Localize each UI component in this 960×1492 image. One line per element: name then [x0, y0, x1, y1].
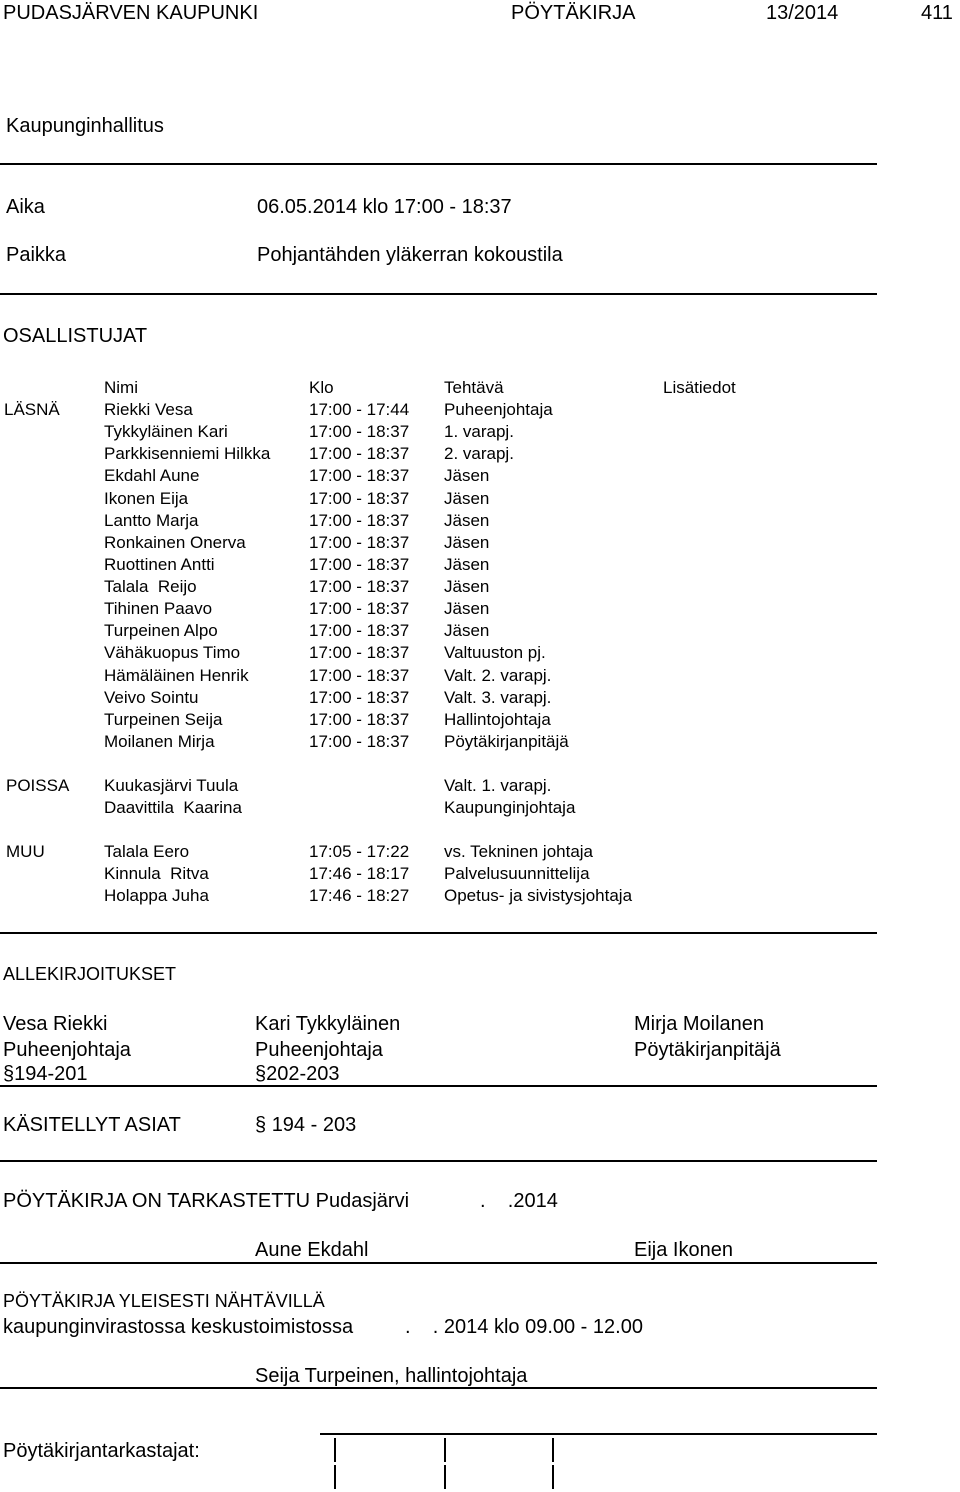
participant-role: vs. Tekninen johtaja — [444, 842, 594, 861]
signature-slot — [334, 1438, 336, 1462]
participant-name: Turpeinen Alpo — [104, 621, 218, 641]
participant-role: Jäsen — [444, 466, 490, 486]
participant-name: Hämäläinen Henrik — [104, 665, 249, 685]
checker-name: Eija Ikonen — [634, 1239, 733, 1261]
participant-time: 17:00 - 18:37 — [309, 554, 410, 574]
time-label: Aika — [6, 196, 45, 218]
participant-name: Ruottinen Antti — [104, 554, 215, 574]
participant-time: 17:00 - 18:37 — [309, 665, 410, 685]
section-sign: § — [255, 1063, 267, 1085]
participant-role: Pöytäkirjanpitäjä — [444, 731, 569, 751]
place-label: Paikka — [6, 244, 67, 266]
participant-name: Veivo Sointu — [104, 687, 199, 707]
participant-role: Kaupunginjohtaja — [444, 798, 576, 817]
participant-role: Jäsen — [444, 599, 490, 619]
handled-value: § 194 - 203 — [255, 1114, 357, 1136]
participant-role: Jäsen — [444, 621, 490, 641]
participant-name: Turpeinen Seija — [104, 709, 223, 729]
header-page: 411 — [921, 2, 953, 24]
signer-name: Vesa Riekki — [3, 1013, 108, 1035]
participant-name: Kuukasjärvi Tuula — [104, 776, 239, 795]
participant-name: Ronkainen Onerva — [104, 532, 246, 552]
signature-slot — [552, 1465, 554, 1489]
participants-title: OSALLISTUJAT — [3, 325, 148, 347]
signatures-title: ALLEKIRJOITUKSET — [3, 964, 177, 984]
public-title: PÖYTÄKIRJA YLEISESTI NÄHTÄVILLÄ — [3, 1291, 325, 1311]
signer-sections: §202-203 — [255, 1063, 340, 1085]
checker-name: Aune Ekdahl — [255, 1239, 369, 1261]
header-number: 13/2014 — [766, 2, 839, 24]
signer-role: Puheenjohtaja — [3, 1039, 131, 1061]
participant-time: 17:00 - 18:37 — [309, 510, 410, 530]
public-signer: Seija Turpeinen, hallintojohtaja — [255, 1365, 528, 1387]
signer-sections: §194-201 — [3, 1063, 88, 1085]
participant-name: Talala Eero — [104, 842, 190, 861]
participant-role: 1. varapj. — [444, 422, 514, 442]
header-org: PUDASJÄRVEN KAUPUNKI — [3, 2, 259, 24]
signer-name: Kari Tykkyläinen — [255, 1013, 401, 1035]
participant-time: 17:00 - 18:37 — [309, 488, 410, 508]
signer-role: Pöytäkirjanpitäjä — [634, 1039, 781, 1061]
participant-time: 17:00 - 18:37 — [309, 643, 410, 663]
participant-name: Ikonen Eija — [104, 488, 189, 508]
participant-time: 17:00 - 18:37 — [309, 532, 410, 552]
participant-time: 17:00 - 18:37 — [309, 709, 410, 729]
participant-role: Jäsen — [444, 554, 490, 574]
reviewers-label: Pöytäkirjantarkastajat: — [3, 1440, 200, 1462]
divider — [0, 1085, 877, 1087]
signature-slot — [444, 1438, 446, 1462]
participant-role: Palvelusuunnittelija — [444, 864, 590, 883]
participant-role: Opetus- ja sivistysjohtaja — [444, 886, 633, 905]
participant-name: Parkkisenniemi Hilkka — [104, 444, 271, 464]
public-place: kaupunginvirastossa keskustoimistossa — [3, 1316, 354, 1338]
checked-date: . .2014 — [480, 1190, 558, 1212]
place-value: Pohjantähden yläkerran kokoustila — [257, 244, 563, 266]
column-header-name: Nimi — [104, 378, 138, 397]
participant-name: Daavittila Kaarina — [104, 798, 242, 817]
participant-role: Puheenjohtaja — [444, 400, 553, 419]
participant-name: Kinnula Ritva — [104, 864, 209, 883]
participant-name: Lantto Marja — [104, 510, 199, 530]
participant-time: 17:00 - 18:37 — [309, 577, 410, 597]
participant-time: 17:00 - 18:37 — [309, 444, 410, 464]
participant-name: Talala Reijo — [104, 577, 197, 597]
absent-label: POISSA — [6, 776, 70, 795]
participant-time: 17:00 - 18:37 — [309, 466, 410, 486]
participant-name: Moilanen Mirja — [104, 731, 215, 751]
participant-role: Jäsen — [444, 488, 490, 508]
header-doc-type: PÖYTÄKIRJA — [511, 2, 636, 24]
participant-time: 17:00 - 18:37 — [309, 731, 410, 751]
column-header-time: Klo — [309, 378, 334, 397]
participant-role: Jäsen — [444, 577, 490, 597]
time-value: 06.05.2014 klo 17:00 - 18:37 — [257, 196, 512, 218]
divider — [0, 1262, 877, 1264]
participant-name: Tihinen Paavo — [104, 599, 213, 619]
participant-time: 17:00 - 18:37 — [309, 422, 410, 442]
participant-name: Tykkyläinen Kari — [104, 422, 228, 442]
checked-label: PÖYTÄKIRJA ON TARKASTETTU Pudasjärvi — [3, 1190, 410, 1212]
present-label: LÄSNÄ — [4, 400, 60, 419]
participant-time: 17:46 - 18:27 — [309, 886, 410, 905]
divider — [0, 932, 877, 934]
signature-slot — [334, 1465, 336, 1489]
participant-name: Riekki Vesa — [104, 400, 193, 419]
section-sign: § — [3, 1063, 15, 1085]
other-label: MUU — [6, 842, 45, 861]
participant-role: Jäsen — [444, 532, 490, 552]
signature-slot — [552, 1438, 554, 1462]
participant-role: Jäsen — [444, 510, 490, 530]
participant-role: Valt. 2. varapj. — [444, 665, 552, 685]
participant-name: Holappa Juha — [104, 886, 209, 905]
divider — [0, 293, 877, 295]
participant-time: 17:00 - 18:37 — [309, 599, 410, 619]
participant-time: 17:00 - 18:37 — [309, 687, 410, 707]
participant-name: Vähäkuopus Timo — [104, 643, 241, 663]
divider — [0, 1160, 877, 1162]
signer-role: Puheenjohtaja — [255, 1039, 383, 1061]
section-sign: § — [255, 1114, 267, 1136]
signer-name: Mirja Moilanen — [634, 1013, 765, 1035]
participant-role: Valt. 3. varapj. — [444, 687, 552, 707]
divider — [0, 1387, 877, 1389]
participant-time: 17:05 - 17:22 — [309, 842, 410, 861]
column-header-role: Tehtävä — [444, 378, 504, 397]
participant-role: 2. varapj. — [444, 444, 514, 464]
participant-name: Ekdahl Aune — [104, 466, 200, 486]
handled-label: KÄSITELLYT ASIAT — [3, 1114, 181, 1136]
participant-role: Valtuuston pj. — [444, 643, 546, 663]
participant-role: Valt. 1. varapj. — [444, 776, 552, 795]
signature-slot — [444, 1465, 446, 1489]
body-name: Kaupunginhallitus — [6, 115, 164, 137]
participant-role: Hallintojohtaja — [444, 709, 551, 729]
participant-time: 17:46 - 18:17 — [309, 864, 410, 883]
column-header-info: Lisätiedot — [663, 378, 736, 397]
participant-time: 17:00 - 18:37 — [309, 621, 410, 641]
participant-time: 17:00 - 17:44 — [309, 400, 410, 419]
public-datetime: . . 2014 klo 09.00 - 12.00 — [405, 1316, 643, 1338]
divider — [320, 1433, 877, 1435]
divider — [0, 163, 877, 165]
